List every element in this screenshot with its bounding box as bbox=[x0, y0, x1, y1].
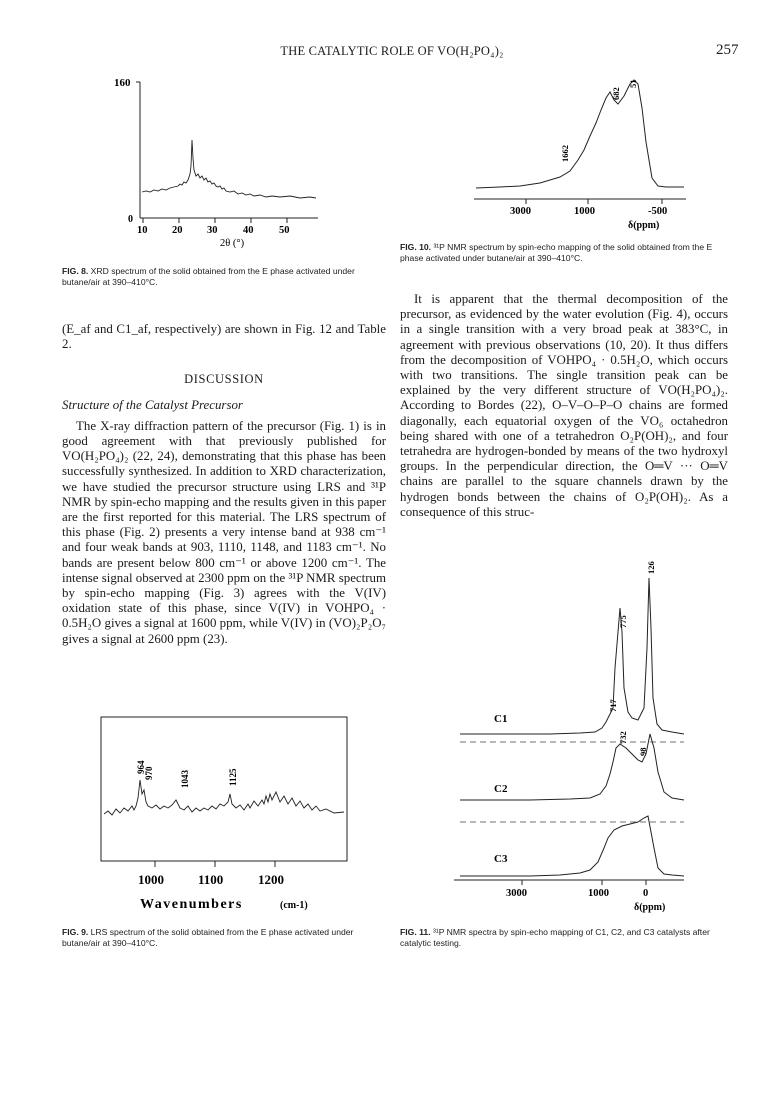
fig9-caption bbox=[62, 927, 388, 949]
precursor-subheading: Structure of the Catalyst Precursor bbox=[62, 397, 243, 412]
fig11-caption-label: FIG. 11. bbox=[400, 927, 431, 937]
fig8-x-label: 2θ (°) bbox=[220, 238, 245, 249]
fig8-x-tick: 50 bbox=[279, 225, 290, 236]
fig11-caption bbox=[400, 927, 728, 949]
fig10-peak-label: 682 bbox=[611, 87, 621, 100]
fig10-peak-label: 51 bbox=[628, 79, 638, 88]
page-number: 257 bbox=[716, 42, 739, 58]
para-precursor: The X-ray diffraction pattern of the precursor (Fig. 1) is in good agreement with that previously published for VO(H₂PO₄)₂ (22, 24), demonstrating that this phase has been successfully synthesized. In addition to XRD characterization, we have studied the precursor structure using LRS and ³¹P NMR by spin-echo mapping and the results given in this paper are the first reported for this material. The LRS spectrum of this phase (Fig. 2) presents a very intense band at 938 cm⁻¹ and four weak bands at 903, 1110, 1148, and 1183 cm⁻¹. No bands are present below 800 cm⁻¹ or above 1200 cm⁻¹. The intense signal observed at 2300 ppm on the ³¹P NMR spectrum by spin-echo mapping (Fig. 3) agrees with the V(IV) oxidation state of this phase, since V(IV) in VOHPO₄ · 0.5H₂O gives a signal at 1600 ppm, while V(IV) in (VO)₂P₂O₇ gives a signal at 2600 ppm (23). bbox=[62, 418, 386, 646]
fig11-peak-label: 717 bbox=[608, 699, 618, 712]
fig8-x-tick: 30 bbox=[207, 225, 218, 236]
fig9-x-tick: 1200 bbox=[258, 872, 284, 887]
fig9-x-unit: (cm-1) bbox=[280, 900, 308, 911]
discussion-heading: DISCUSSION bbox=[184, 372, 264, 387]
left-column bbox=[62, 322, 386, 647]
fig11-peak-label: 732 bbox=[618, 731, 628, 744]
fig10-caption-text: ³¹P NMR spectrum by spin-echo mapping of the solid obtained from the E phase activated under butane/air at 390–410°C. bbox=[400, 242, 713, 263]
fig10-x-tick: -500 bbox=[648, 206, 668, 217]
fig11-x-label: δ(ppm) bbox=[634, 902, 666, 913]
fig10-x-tick: 3000 bbox=[510, 206, 531, 217]
fig8-x-tick: 20 bbox=[172, 225, 183, 236]
fig8-y-zero: 0 bbox=[128, 214, 133, 225]
para-intro: (E_af and C1_af, respectively) are shown in Fig. 12 and Table 2. bbox=[62, 322, 386, 352]
fig10-nmr-chart bbox=[470, 70, 700, 240]
running-title: THE CATALYTIC ROLE OF VO(H₂PO₄)₂ bbox=[280, 44, 504, 58]
fig10-caption-label: FIG. 10. bbox=[400, 242, 432, 252]
fig10-x-label: δ(ppm) bbox=[628, 220, 660, 231]
right-column bbox=[400, 292, 728, 520]
fig10-caption bbox=[400, 242, 728, 264]
fig9-x-tick: 1000 bbox=[138, 872, 164, 887]
fig9-peak-label: 964 bbox=[136, 760, 146, 774]
fig9-caption-label: FIG. 9. bbox=[62, 927, 89, 937]
fig9-x-label: Wavenumbers bbox=[140, 897, 243, 912]
fig8-x-tick: 40 bbox=[243, 225, 254, 236]
fig11-peak-label: 126 bbox=[646, 561, 656, 574]
fig8-caption bbox=[62, 266, 374, 288]
para-decomposition: It is apparent that the thermal decomposition of the precursor, as evidenced by the water evolution (Fig. 4), occurs in a single transition with a very broad peak at 383°C, in agreement with previous observations (10, 20). It thus differs from the decomposition of VOHPO₄ · 0.5H₂O, which occurs with two transitions. The single transition peak can be explained by the very different structure of VO(H₂PO₄)₂. According to Bordes (22), O–V–O–P–O chains are formed diagonally, each equatorial oxygen of the VO₆ octahedron being shared with one of a tetrahedron O₂P(OH)₂, and four tetrahedra are hydrogen-bonded by means of the two hydroxyl groups. In the perpendicular direction, the O═V ··· O═V chains are parallel to the square channels drawn by the hydrogen bonds between the chains of O₂P(OH)₂. As a consequence of this struc- bbox=[400, 292, 728, 519]
fig11-peak-label: 775 bbox=[618, 615, 628, 628]
fig11-x-tick: 3000 bbox=[506, 888, 527, 899]
fig11-c1-trace bbox=[460, 578, 684, 734]
fig9-peak-label: 970 bbox=[144, 766, 154, 780]
fig10-x-tick: 1000 bbox=[574, 206, 595, 217]
fig11-curve-label: C2 bbox=[494, 783, 508, 795]
fig10-nmr-trace bbox=[476, 80, 684, 188]
fig11-x-tick: 1000 bbox=[588, 888, 609, 899]
fig8-caption-text: XRD spectrum of the solid obtained from the E phase activated under butane/air at 390–410°C. bbox=[62, 266, 355, 287]
fig11-c3-trace bbox=[460, 816, 684, 876]
fig11-peak-label: 98 bbox=[638, 747, 648, 756]
fig11-caption-text: ³¹P NMR spectra by spin-echo mapping of C1, C2, and C3 catalysts after catalytic testing. bbox=[400, 927, 710, 948]
fig11-curve-label: C1 bbox=[494, 713, 508, 725]
fig8-caption-label: FIG. 8. bbox=[62, 266, 89, 276]
fig8-x-tick: 10 bbox=[137, 225, 148, 236]
fig10-peak-label: 1662 bbox=[560, 145, 570, 162]
fig9-caption-text: LRS spectrum of the solid obtained from the E phase activated under butane/air at 390–410°C. bbox=[62, 927, 354, 948]
fig9-peak-label: 1043 bbox=[180, 770, 190, 788]
fig9-peak-label: 1125 bbox=[228, 768, 238, 786]
fig9-lrs-chart bbox=[100, 716, 350, 921]
fig11-x-tick: 0 bbox=[643, 888, 649, 899]
fig11-curve-label: C3 bbox=[494, 853, 508, 865]
fig9-x-tick: 1100 bbox=[198, 872, 224, 887]
fig9-lrs-trace bbox=[104, 780, 344, 815]
fig11-nmr-chart bbox=[450, 548, 710, 918]
fig8-xrd-chart bbox=[100, 70, 350, 250]
fig8-xrd-trace bbox=[142, 140, 316, 198]
fig8-y-tick: 160 bbox=[114, 77, 131, 89]
